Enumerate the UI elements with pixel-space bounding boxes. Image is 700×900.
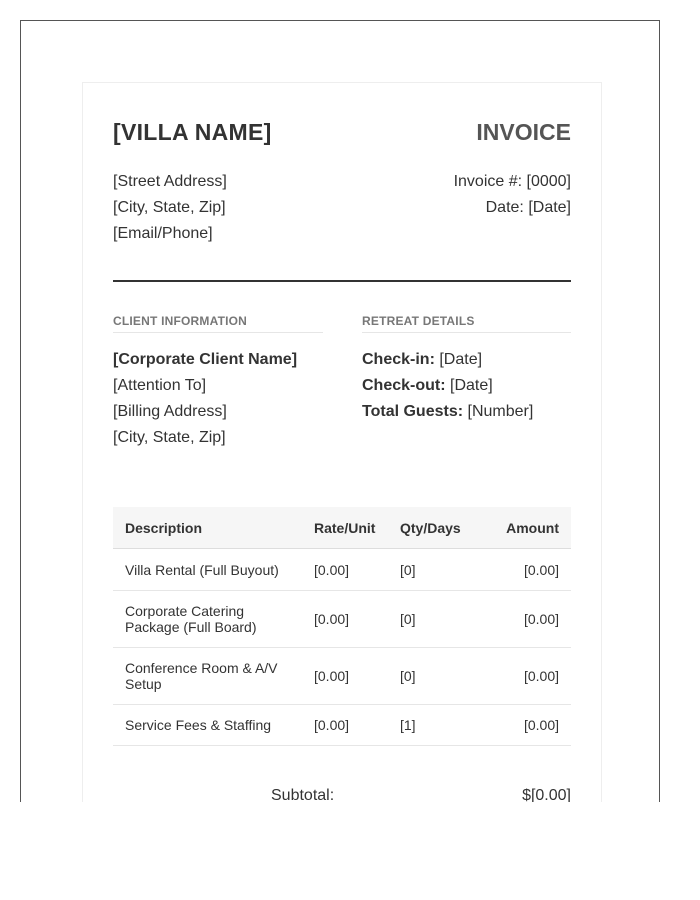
table-row	[113, 705, 571, 746]
document-title: INVOICE	[476, 119, 571, 145]
item-rate: [0.00]	[312, 591, 398, 648]
address-city: [City, State, Zip]	[113, 199, 226, 216]
item-qty: [0]	[398, 591, 482, 648]
invoice-date-value: [Date]	[528, 199, 571, 216]
invoice-number-label: Invoice #:	[453, 173, 523, 190]
table-header-row	[113, 507, 571, 549]
villa-name: [VILLA NAME]	[113, 119, 272, 145]
retreat-details	[362, 347, 533, 425]
invoice-date-label: Date:	[485, 199, 524, 216]
item-rate: [0.00]	[312, 549, 398, 591]
table-row	[113, 591, 571, 648]
retreat-details-heading: RETREAT DETAILS	[362, 314, 571, 333]
column-header-amount: Amount	[482, 507, 571, 549]
invoice-sheet	[82, 82, 602, 802]
table-row	[113, 549, 571, 591]
table-row	[113, 648, 571, 705]
villa-address	[113, 169, 227, 247]
invoice-date	[454, 195, 571, 221]
check-out	[362, 373, 533, 399]
item-amount: [0.00]	[482, 705, 571, 746]
check-out-value: [Date]	[450, 377, 493, 394]
check-in-label: Check-in:	[362, 351, 435, 368]
client-city: [City, State, Zip]	[113, 429, 226, 446]
column-header-description: Description	[113, 507, 312, 549]
item-description: Conference Room & A/V Setup	[113, 648, 312, 705]
item-qty: [0]	[398, 648, 482, 705]
invoice-number-value: [0000]	[526, 173, 571, 190]
total-guests	[362, 399, 533, 425]
item-amount: [0.00]	[482, 591, 571, 648]
item-description: Villa Rental (Full Buyout)	[113, 549, 312, 591]
line-items-table	[113, 507, 571, 746]
column-header-qty: Qty/Days	[398, 507, 482, 549]
check-in-value: [Date]	[439, 351, 483, 368]
item-rate: [0.00]	[312, 648, 398, 705]
invoice-meta	[454, 169, 571, 221]
client-attention: [Attention To]	[113, 377, 207, 394]
item-amount: [0.00]	[482, 648, 571, 705]
address-contact: [Email/Phone]	[113, 225, 213, 242]
subtotal-label: Subtotal:	[271, 787, 335, 802]
item-qty: [1]	[398, 705, 482, 746]
total-guests-label: Total Guests:	[362, 403, 464, 420]
item-qty: [0]	[398, 549, 482, 591]
address-street: [Street Address]	[113, 173, 227, 190]
header-divider	[113, 280, 571, 282]
column-header-rate: Rate/Unit	[312, 507, 398, 549]
check-in	[362, 347, 533, 373]
invoice-number	[454, 169, 571, 195]
item-rate: [0.00]	[312, 705, 398, 746]
item-amount: [0.00]	[482, 549, 571, 591]
item-description: Corporate Catering Package (Full Board)	[113, 591, 312, 648]
client-name: [Corporate Client Name]	[113, 351, 298, 368]
client-info-heading: CLIENT INFORMATION	[113, 314, 323, 333]
client-info	[113, 347, 297, 451]
page-frame	[20, 20, 660, 802]
subtotal-value: $[0.00]	[522, 787, 571, 802]
check-out-label: Check-out:	[362, 377, 446, 394]
client-billing-address: [Billing Address]	[113, 403, 227, 420]
total-guests-value: [Number]	[467, 403, 534, 420]
item-description: Service Fees & Staffing	[113, 705, 312, 746]
